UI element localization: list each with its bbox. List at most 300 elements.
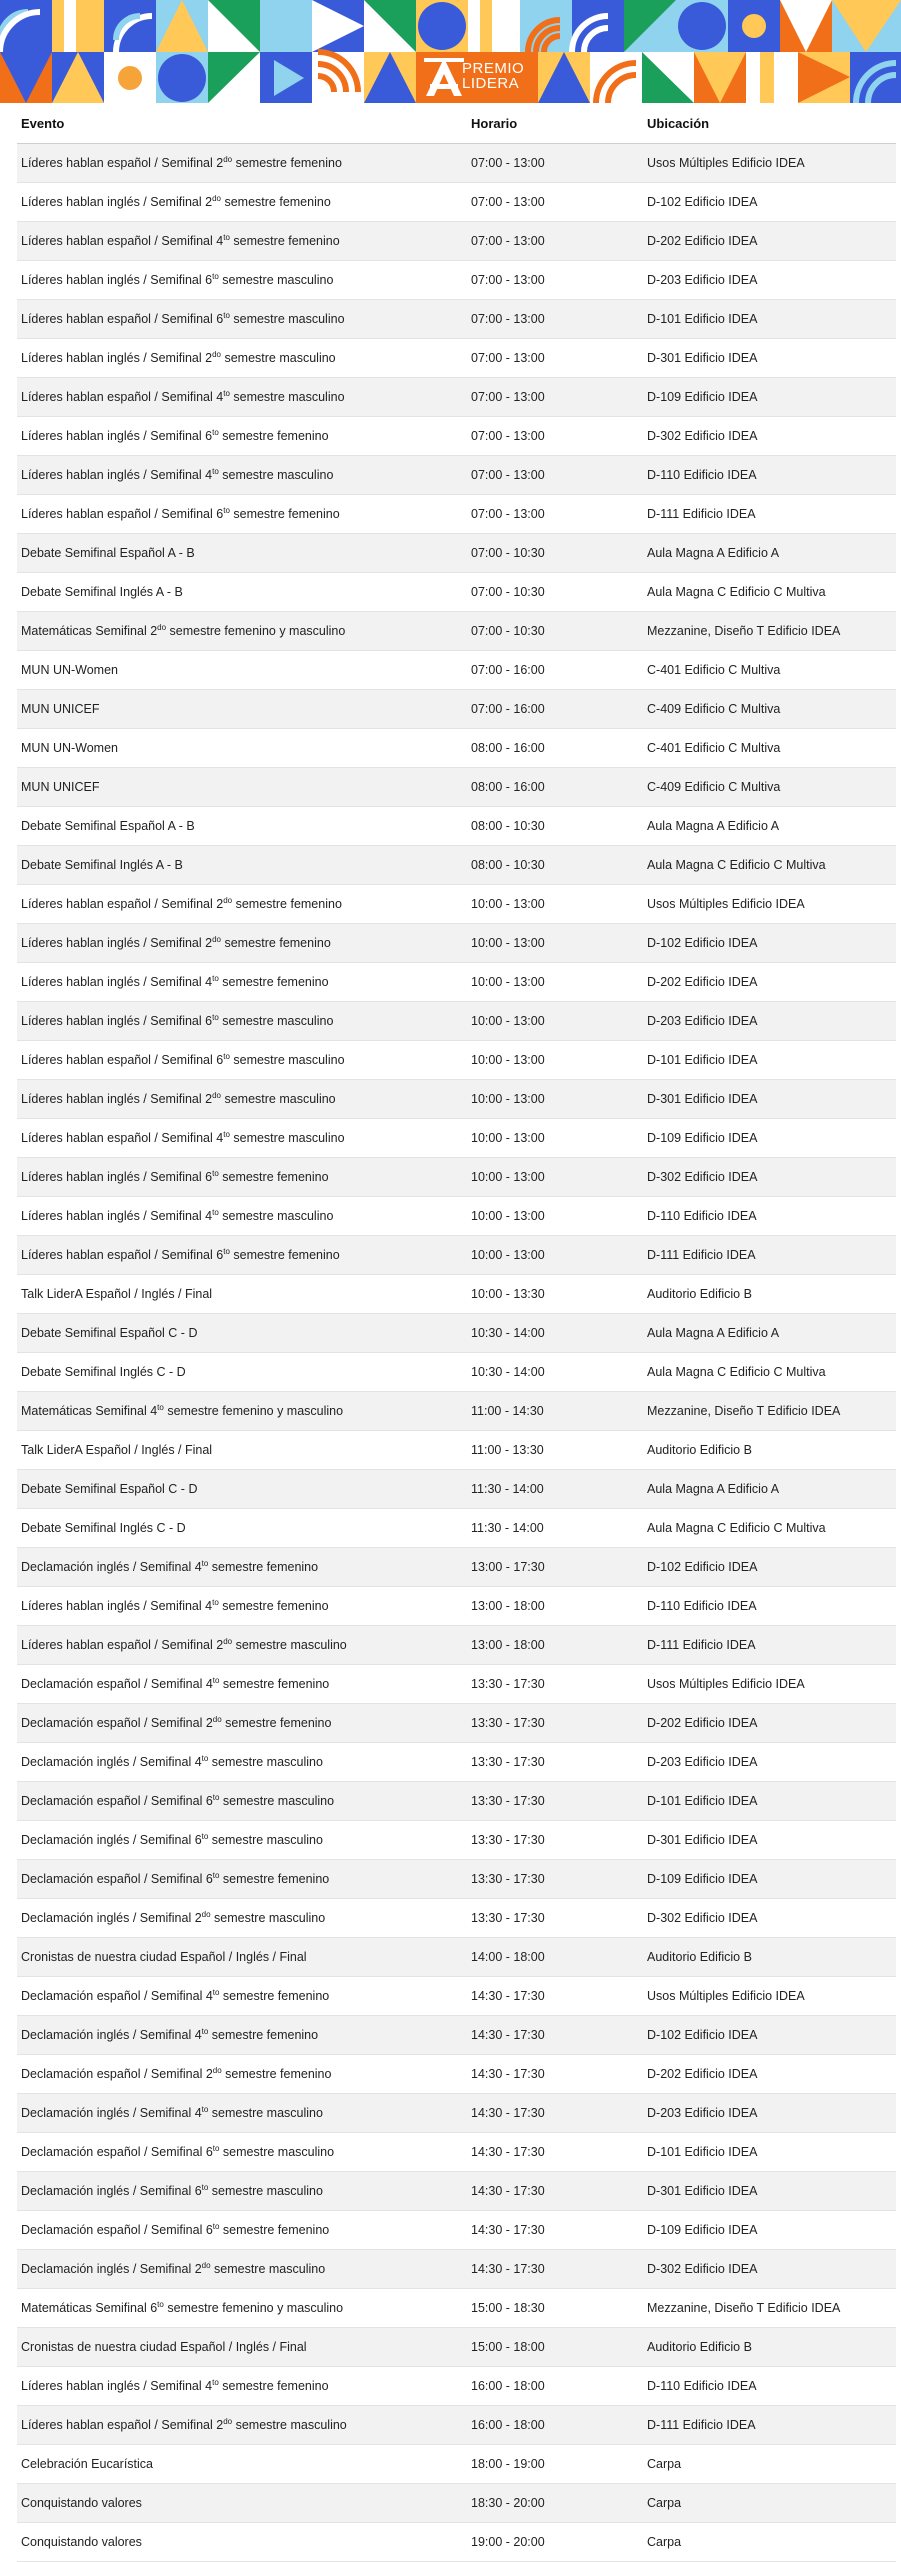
ordinal-suffix: to <box>223 389 230 398</box>
time-cell: 07:00 - 13:00 <box>467 261 643 300</box>
table-row <box>17 2172 896 2211</box>
location-cell: D-110 Edificio IDEA <box>643 1587 896 1626</box>
location-cell: D-111 Edificio IDEA <box>643 1626 896 1665</box>
location-cell: D-202 Edificio IDEA <box>643 2055 896 2094</box>
location-cell: Carpa <box>643 2445 896 2484</box>
time-cell: 10:00 - 13:00 <box>467 963 643 1002</box>
time-cell: 10:00 - 13:00 <box>467 1080 643 1119</box>
table-row <box>17 1860 896 1899</box>
event-cell <box>17 1236 467 1275</box>
event-text: semestre masculino <box>210 1911 326 1925</box>
table-row <box>17 2523 896 2562</box>
table-row <box>17 183 896 222</box>
event-text: Declamación español / Semifinal 2 <box>21 2067 213 2081</box>
ordinal-suffix: to <box>223 311 230 320</box>
ordinal-suffix: to <box>212 2378 219 2387</box>
location-cell: Aula Magna C Edificio C Multiva <box>643 573 896 612</box>
time-cell: 10:00 - 13:00 <box>467 1236 643 1275</box>
ordinal-suffix: to <box>212 1208 219 1217</box>
event-text: Líderes hablan inglés / Semifinal 2 <box>21 1092 213 1106</box>
event-text: Declamación inglés / Semifinal 6 <box>21 1833 202 1847</box>
event-text: Talk LiderA Español / Inglés / Final <box>21 1287 213 1301</box>
event-cell <box>17 2484 467 2523</box>
event-text: Declamación español / Semifinal 6 <box>21 1872 213 1886</box>
location-cell: D-202 Edificio IDEA <box>643 963 896 1002</box>
time-cell: 14:30 - 17:30 <box>467 2016 643 2055</box>
ordinal-suffix: to <box>212 974 219 983</box>
table-row <box>17 1080 896 1119</box>
event-text: semestre femenino <box>218 429 329 443</box>
event-text: semestre masculino <box>218 273 334 287</box>
location-cell: D-101 Edificio IDEA <box>643 1782 896 1821</box>
table-body <box>17 144 896 2562</box>
event-cell <box>17 2250 467 2289</box>
location-cell: D-109 Edificio IDEA <box>643 378 896 417</box>
table-row <box>17 924 896 963</box>
event-text: Conquistando valores <box>21 2535 142 2549</box>
event-cell <box>17 2367 467 2406</box>
banner-pattern-graphic <box>0 0 901 103</box>
event-text: Líderes hablan inglés / Semifinal 6 <box>21 1014 213 1028</box>
time-cell: 14:00 - 18:00 <box>467 1938 643 1977</box>
event-cell <box>17 1626 467 1665</box>
event-text: Declamación español / Semifinal 4 <box>21 1677 213 1691</box>
time-cell: 10:00 - 13:00 <box>467 1041 643 1080</box>
event-text: Líderes hablan español / Semifinal 6 <box>21 1053 224 1067</box>
time-cell: 14:30 - 17:30 <box>467 2055 643 2094</box>
table-row <box>17 261 896 300</box>
event-cell <box>17 1860 467 1899</box>
location-cell: Usos Múltiples Edificio IDEA <box>643 1665 896 1704</box>
time-cell: 13:30 - 17:30 <box>467 1743 643 1782</box>
event-text: Debate Semifinal Inglés A - B <box>21 585 183 599</box>
location-cell: Carpa <box>643 2523 896 2562</box>
time-cell: 13:30 - 17:30 <box>467 1899 643 1938</box>
table-row <box>17 1977 896 2016</box>
event-text: semestre femenino <box>221 195 331 209</box>
table-row <box>17 300 896 339</box>
event-text: Declamación inglés / Semifinal 4 <box>21 1560 202 1574</box>
location-cell: Usos Múltiples Edificio IDEA <box>643 885 896 924</box>
time-cell: 14:30 - 17:30 <box>467 2094 643 2133</box>
location-cell: D-110 Edificio IDEA <box>643 456 896 495</box>
event-cell <box>17 417 467 456</box>
event-text: Conquistando valores <box>21 2496 142 2510</box>
location-cell: D-101 Edificio IDEA <box>643 2133 896 2172</box>
event-text: Declamación inglés / Semifinal 4 <box>21 1755 202 1769</box>
event-text: Líderes hablan español / Semifinal 4 <box>21 390 224 404</box>
location-cell: D-302 Edificio IDEA <box>643 1158 896 1197</box>
time-cell: 10:30 - 14:00 <box>467 1353 643 1392</box>
ordinal-suffix: do <box>223 2417 233 2426</box>
table-row <box>17 1353 896 1392</box>
event-cell <box>17 2289 467 2328</box>
ordinal-suffix: to <box>223 1130 230 1139</box>
event-text: Matemáticas Semifinal 4 <box>21 1404 158 1418</box>
event-cell <box>17 1119 467 1158</box>
ordinal-suffix: to <box>212 1793 220 1802</box>
event-cell <box>17 690 467 729</box>
event-text: Líderes hablan español / Semifinal 2 <box>21 1638 224 1652</box>
time-cell: 07:00 - 13:00 <box>467 339 643 378</box>
table-row <box>17 1938 896 1977</box>
event-text: semestre femenino <box>208 2028 319 2042</box>
event-text: Celebración Eucarística <box>21 2457 154 2471</box>
table-row <box>17 768 896 807</box>
event-text: semestre masculino <box>232 1638 347 1652</box>
event-cell <box>17 2328 467 2367</box>
table-row <box>17 612 896 651</box>
ordinal-suffix: to <box>212 428 219 437</box>
event-text: semestre masculino <box>218 1014 334 1028</box>
event-cell <box>17 495 467 534</box>
location-cell: C-401 Edificio C Multiva <box>643 651 896 690</box>
event-text: semestre masculino <box>229 312 345 326</box>
table-row <box>17 1314 896 1353</box>
table-row <box>17 1275 896 1314</box>
location-cell: D-110 Edificio IDEA <box>643 1197 896 1236</box>
event-text: Matemáticas Semifinal 2 <box>21 624 158 638</box>
time-cell: 07:00 - 13:00 <box>467 183 643 222</box>
event-cell <box>17 534 467 573</box>
time-cell: 14:30 - 17:30 <box>467 2133 643 2172</box>
ordinal-suffix: do <box>212 1715 222 1724</box>
time-cell: 07:00 - 10:30 <box>467 573 643 612</box>
time-cell: 16:00 - 18:00 <box>467 2367 643 2406</box>
event-cell <box>17 1665 467 1704</box>
time-cell: 13:30 - 17:30 <box>467 1821 643 1860</box>
location-cell: Aula Magna A Edificio A <box>643 534 896 573</box>
time-cell: 07:00 - 13:00 <box>467 144 643 183</box>
location-cell: Auditorio Edificio B <box>643 1275 896 1314</box>
time-cell: 13:30 - 17:30 <box>467 1860 643 1899</box>
event-text: semestre femenino <box>219 1677 330 1691</box>
ordinal-suffix: to <box>201 2183 209 2192</box>
table-row <box>17 1899 896 1938</box>
location-cell: D-109 Edificio IDEA <box>643 1860 896 1899</box>
event-text: Cronistas de nuestra ciudad Español / Inglés / Final <box>21 1950 307 1964</box>
event-cell <box>17 1899 467 1938</box>
table-row <box>17 2094 896 2133</box>
event-cell <box>17 807 467 846</box>
time-cell: 18:00 - 19:00 <box>467 2445 643 2484</box>
event-cell <box>17 1938 467 1977</box>
event-text: Líderes hablan español / Semifinal 4 <box>21 234 224 248</box>
ordinal-suffix: to <box>157 2300 164 2309</box>
event-cell <box>17 1353 467 1392</box>
location-cell: D-302 Edificio IDEA <box>643 1899 896 1938</box>
time-cell: 14:30 - 17:30 <box>467 1977 643 2016</box>
event-text: Debate Semifinal Español C - D <box>21 1326 198 1340</box>
time-cell: 08:00 - 10:30 <box>467 807 643 846</box>
event-text: MUN UN-Women <box>21 663 118 677</box>
event-cell <box>17 963 467 1002</box>
table-row <box>17 1548 896 1587</box>
location-cell: Auditorio Edificio B <box>643 2328 896 2367</box>
table-row <box>17 1470 896 1509</box>
event-text: Declamación inglés / Semifinal 4 <box>21 2028 202 2042</box>
time-cell: 10:00 - 13:00 <box>467 924 643 963</box>
table-row <box>17 1665 896 1704</box>
ordinal-suffix: to <box>223 506 230 515</box>
event-text: Debate Semifinal Inglés A - B <box>21 858 183 872</box>
ordinal-suffix: to <box>212 272 219 281</box>
event-cell <box>17 378 467 417</box>
location-cell: Auditorio Edificio B <box>643 1431 896 1470</box>
location-cell: D-102 Edificio IDEA <box>643 2016 896 2055</box>
event-cell <box>17 2523 467 2562</box>
event-cell <box>17 1392 467 1431</box>
location-cell: Mezzanine, Diseño T Edificio IDEA <box>643 1392 896 1431</box>
time-cell: 14:30 - 17:30 <box>467 2211 643 2250</box>
event-text: Líderes hablan español / Semifinal 4 <box>21 1131 224 1145</box>
ordinal-suffix: do <box>201 1910 211 1919</box>
table-row <box>17 963 896 1002</box>
table-row <box>17 1743 896 1782</box>
table-row <box>17 144 896 183</box>
table-row <box>17 2016 896 2055</box>
event-text: semestre masculino <box>221 1092 336 1106</box>
event-text: semestre femenino <box>232 897 342 911</box>
table-row <box>17 339 896 378</box>
event-text: Líderes hablan inglés / Semifinal 4 <box>21 975 213 989</box>
location-cell: C-409 Edificio C Multiva <box>643 768 896 807</box>
event-cell <box>17 2133 467 2172</box>
column-header-event: Evento <box>17 103 467 144</box>
event-text: Declamación español / Semifinal 6 <box>21 2145 213 2159</box>
event-text: Líderes hablan inglés / Semifinal 4 <box>21 2379 213 2393</box>
location-cell: C-401 Edificio C Multiva <box>643 729 896 768</box>
ordinal-suffix: to <box>212 1676 220 1685</box>
location-cell: D-101 Edificio IDEA <box>643 1041 896 1080</box>
table-row <box>17 1509 896 1548</box>
event-text: semestre femenino <box>229 234 340 248</box>
table-row <box>17 2055 896 2094</box>
table-header-row <box>17 103 896 144</box>
table-row <box>17 729 896 768</box>
ordinal-suffix: do <box>223 896 233 905</box>
table-row <box>17 1041 896 1080</box>
table-row <box>17 1158 896 1197</box>
event-cell <box>17 2016 467 2055</box>
event-cell <box>17 2445 467 2484</box>
ordinal-suffix: to <box>201 2105 209 2114</box>
table-row <box>17 1119 896 1158</box>
time-cell: 07:00 - 13:00 <box>467 456 643 495</box>
time-cell: 11:30 - 14:00 <box>467 1509 643 1548</box>
event-cell <box>17 339 467 378</box>
event-text: semestre femenino <box>221 1716 332 1730</box>
time-cell: 08:00 - 16:00 <box>467 729 643 768</box>
event-text: Declamación inglés / Semifinal 2 <box>21 2262 202 2276</box>
event-text: Debate Semifinal Español A - B <box>21 819 195 833</box>
location-cell: D-101 Edificio IDEA <box>643 300 896 339</box>
event-text: semestre masculino <box>232 2418 347 2432</box>
time-cell: 11:30 - 14:00 <box>467 1470 643 1509</box>
ordinal-suffix: to <box>212 2144 220 2153</box>
location-cell: D-110 Edificio IDEA <box>643 2367 896 2406</box>
time-cell: 14:30 - 17:30 <box>467 2250 643 2289</box>
time-cell: 15:00 - 18:00 <box>467 2328 643 2367</box>
location-cell: Aula Magna C Edificio C Multiva <box>643 1509 896 1548</box>
ordinal-suffix: to <box>212 1988 220 1997</box>
time-cell: 07:00 - 13:00 <box>467 417 643 456</box>
event-text: Líderes hablan español / Semifinal 6 <box>21 1248 224 1262</box>
event-text: Debate Semifinal Español C - D <box>21 1482 198 1496</box>
ordinal-suffix: do <box>212 350 221 359</box>
event-cell <box>17 612 467 651</box>
table-row <box>17 2445 896 2484</box>
event-text: semestre masculino <box>218 1209 334 1223</box>
event-cell <box>17 2172 467 2211</box>
location-cell: D-109 Edificio IDEA <box>643 2211 896 2250</box>
header-banner <box>0 0 901 103</box>
location-cell: D-111 Edificio IDEA <box>643 1236 896 1275</box>
ordinal-suffix: do <box>212 1091 221 1100</box>
location-cell: D-301 Edificio IDEA <box>643 1821 896 1860</box>
event-text: Declamación inglés / Semifinal 4 <box>21 2106 202 2120</box>
ordinal-suffix: do <box>223 155 233 164</box>
event-cell <box>17 1158 467 1197</box>
schedule-table <box>17 103 896 2562</box>
event-text: semestre femenino <box>229 507 340 521</box>
time-cell: 07:00 - 16:00 <box>467 690 643 729</box>
time-cell: 07:00 - 16:00 <box>467 651 643 690</box>
ordinal-suffix: do <box>157 623 167 632</box>
event-text: semestre femenino <box>219 1989 330 2003</box>
location-cell: D-111 Edificio IDEA <box>643 495 896 534</box>
event-text: Declamación inglés / Semifinal 6 <box>21 2184 202 2198</box>
ordinal-suffix: to <box>201 1832 209 1841</box>
time-cell: 07:00 - 10:30 <box>467 534 643 573</box>
event-cell <box>17 1587 467 1626</box>
time-cell: 18:30 - 20:00 <box>467 2484 643 2523</box>
time-cell: 10:00 - 13:00 <box>467 885 643 924</box>
time-cell: 13:00 - 18:00 <box>467 1626 643 1665</box>
table-row <box>17 1392 896 1431</box>
event-text: semestre femenino y masculino <box>163 1404 344 1418</box>
location-cell: Aula Magna C Edificio C Multiva <box>643 846 896 885</box>
time-cell: 07:00 - 13:00 <box>467 222 643 261</box>
table-row <box>17 1002 896 1041</box>
event-cell <box>17 1002 467 1041</box>
ordinal-suffix: to <box>157 1403 164 1412</box>
event-text: semestre femenino <box>232 156 342 170</box>
event-text: Líderes hablan inglés / Semifinal 2 <box>21 936 213 950</box>
location-cell: C-409 Edificio C Multiva <box>643 690 896 729</box>
location-cell: Aula Magna A Edificio A <box>643 807 896 846</box>
ordinal-suffix: do <box>212 194 221 203</box>
event-cell <box>17 2211 467 2250</box>
event-text: semestre masculino <box>229 390 345 404</box>
time-cell: 10:00 - 13:00 <box>467 1158 643 1197</box>
location-cell: D-102 Edificio IDEA <box>643 924 896 963</box>
event-text: semestre masculino <box>210 2262 326 2276</box>
event-cell <box>17 300 467 339</box>
table-row <box>17 885 896 924</box>
event-cell <box>17 222 467 261</box>
event-text: semestre masculino <box>208 2184 323 2198</box>
table-row <box>17 846 896 885</box>
location-cell: D-203 Edificio IDEA <box>643 2094 896 2133</box>
time-cell: 08:00 - 10:30 <box>467 846 643 885</box>
event-text: semestre femenino y masculino <box>163 2301 344 2315</box>
location-cell: Usos Múltiples Edificio IDEA <box>643 144 896 183</box>
table-row <box>17 1782 896 1821</box>
table-row <box>17 2367 896 2406</box>
event-text: semestre masculino <box>219 2145 335 2159</box>
table-row <box>17 573 896 612</box>
event-text: semestre femenino <box>229 1248 340 1262</box>
event-text: semestre masculino <box>229 1131 345 1145</box>
event-text: MUN UN-Women <box>21 741 118 755</box>
event-text: Líderes hablan inglés / Semifinal 4 <box>21 1209 213 1223</box>
event-cell <box>17 1314 467 1353</box>
location-cell: Carpa <box>643 2484 896 2523</box>
time-cell: 13:00 - 17:30 <box>467 1548 643 1587</box>
event-cell <box>17 1977 467 2016</box>
event-text: Líderes hablan inglés / Semifinal 6 <box>21 1170 213 1184</box>
event-cell <box>17 1470 467 1509</box>
table-row <box>17 1431 896 1470</box>
event-cell <box>17 885 467 924</box>
ordinal-suffix: to <box>212 1169 219 1178</box>
location-cell: D-109 Edificio IDEA <box>643 1119 896 1158</box>
event-text: Líderes hablan inglés / Semifinal 6 <box>21 429 213 443</box>
ordinal-suffix: to <box>212 467 219 476</box>
table-row <box>17 2250 896 2289</box>
table-row <box>17 2328 896 2367</box>
table-row <box>17 1821 896 1860</box>
event-text: Líderes hablan español / Semifinal 2 <box>21 897 224 911</box>
time-cell: 07:00 - 13:00 <box>467 378 643 417</box>
table-row <box>17 456 896 495</box>
event-text: MUN UNICEF <box>21 702 100 716</box>
event-text: semestre femenino <box>218 1170 329 1184</box>
time-cell: 15:00 - 18:30 <box>467 2289 643 2328</box>
table-row <box>17 2289 896 2328</box>
event-text: semestre femenino <box>221 2067 332 2081</box>
time-cell: 10:30 - 14:00 <box>467 1314 643 1353</box>
table-row <box>17 690 896 729</box>
event-text: Líderes hablan español / Semifinal 6 <box>21 507 224 521</box>
table-row <box>17 378 896 417</box>
location-cell: D-301 Edificio IDEA <box>643 339 896 378</box>
location-cell: D-203 Edificio IDEA <box>643 1002 896 1041</box>
ordinal-suffix: to <box>201 1754 209 1763</box>
schedule-table-container <box>17 103 884 2562</box>
time-cell: 11:00 - 13:30 <box>467 1431 643 1470</box>
location-cell: D-302 Edificio IDEA <box>643 417 896 456</box>
location-cell: D-202 Edificio IDEA <box>643 1704 896 1743</box>
ordinal-suffix: to <box>212 1598 219 1607</box>
event-text: Debate Semifinal Inglés C - D <box>21 1521 186 1535</box>
event-cell <box>17 846 467 885</box>
time-cell: 19:00 - 20:00 <box>467 2523 643 2562</box>
event-cell <box>17 1821 467 1860</box>
event-cell <box>17 2055 467 2094</box>
event-text: semestre femenino <box>218 1599 329 1613</box>
event-text: Declamación español / Semifinal 6 <box>21 2223 213 2237</box>
event-cell <box>17 144 467 183</box>
table-row <box>17 534 896 573</box>
event-text: semestre femenino <box>221 936 331 950</box>
time-cell: 13:30 - 17:30 <box>467 1782 643 1821</box>
column-header-location: Ubicación <box>643 103 896 144</box>
time-cell: 14:30 - 17:30 <box>467 2172 643 2211</box>
location-cell: Aula Magna A Edificio A <box>643 1314 896 1353</box>
event-text: Debate Semifinal Inglés C - D <box>21 1365 186 1379</box>
